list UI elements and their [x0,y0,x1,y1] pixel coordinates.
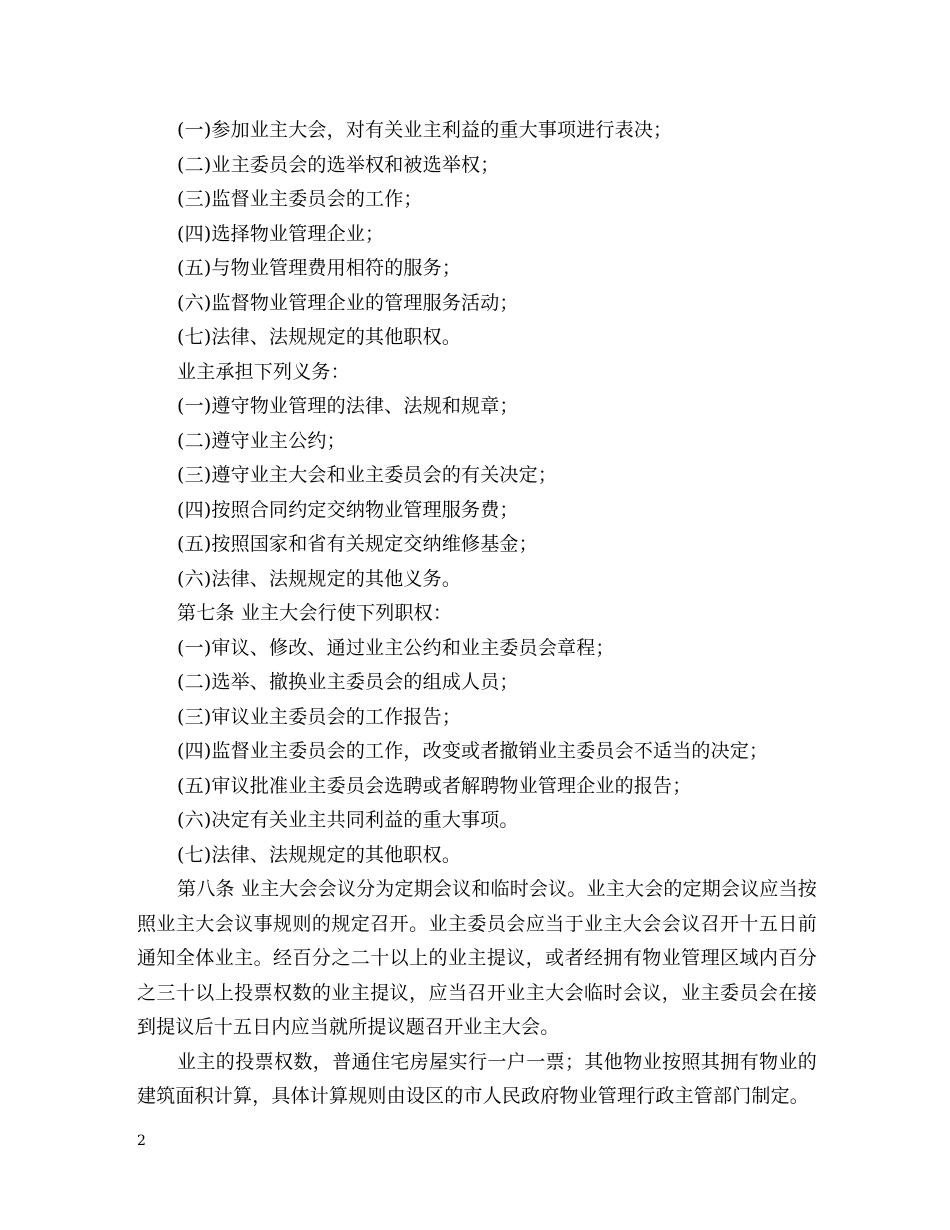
list-item: (二)选举、撤换业主委员会的组成人员； [177,671,519,693]
list-item: (五)与物业管理费用相符的服务； [177,257,462,279]
list-item: (四)监督业主委员会的工作，改变或者撤销业主委员会不适当的决定； [177,740,769,762]
list-item: (一)审议、修改、通过业主公约和业主委员会章程； [177,636,615,659]
body-paragraph: 业主的投票权数，普通住宅房屋实行一户一票；其他物业按照其拥有物业的建筑面积计算，具体计算规则由设区的市人民政府物业管理行政主管部门制定。 [137,1050,817,1107]
document-body [137,113,817,1114]
article-heading: 第七条 业主大会行使下列职权： [177,602,453,624]
article-paragraph: 第八条 业主大会会议分为定期会议和临时会议。业主大会的定期会议应当按照业主大会议事规则的规定召开。业主委员会应当于业主大会会议召开十五日前通知全体业主。经百分之二十以上的业主提议，或者经拥有物业管理区域内百分之三十以上投票权数的业主提议，应当召开业主大会临时会议，业主委员会在接到提议后十五日内应当就所提议题召开业主大会。 [137,878,817,1038]
list-item: (四)选择物业管理企业； [177,222,385,245]
list-item: (三)监督业主委员会的工作； [177,188,423,210]
list-item: (一)遵守物业管理的法律、法规和规章； [177,395,519,417]
section-heading: 业主承担下列义务： [177,360,350,383]
list-item: (六)法律、法规规定的其他义务。 [177,567,462,590]
list-item: (六)决定有关业主共同利益的重大事项。 [177,809,519,831]
list-item: (三)审议业主委员会的工作报告； [177,705,462,728]
list-item: (五)按照国家和省有关规定交纳维修基金； [177,533,538,555]
list-item: (二)遵守业主公约； [177,429,346,452]
list-item: (五)审议批准业主委员会选聘或者解聘物业管理企业的报告； [177,774,692,797]
page-number: 2 [137,1133,146,1149]
list-item: (七)法律、法规规定的其他职权。 [177,843,462,866]
list-item: (四)按照合同约定交纳物业管理服务费； [177,498,519,521]
list-item: (一)参加业主大会，对有关业主利益的重大事项进行表决； [177,119,673,141]
list-item: (三)遵守业主大会和业主委员会的有关决定； [177,464,558,486]
list-item: (二)业主委员会的选举权和被选举权； [177,153,500,176]
list-item: (六)监督物业管理企业的管理服务活动； [177,291,519,314]
list-item: (七)法律、法规规定的其他职权。 [177,326,462,348]
